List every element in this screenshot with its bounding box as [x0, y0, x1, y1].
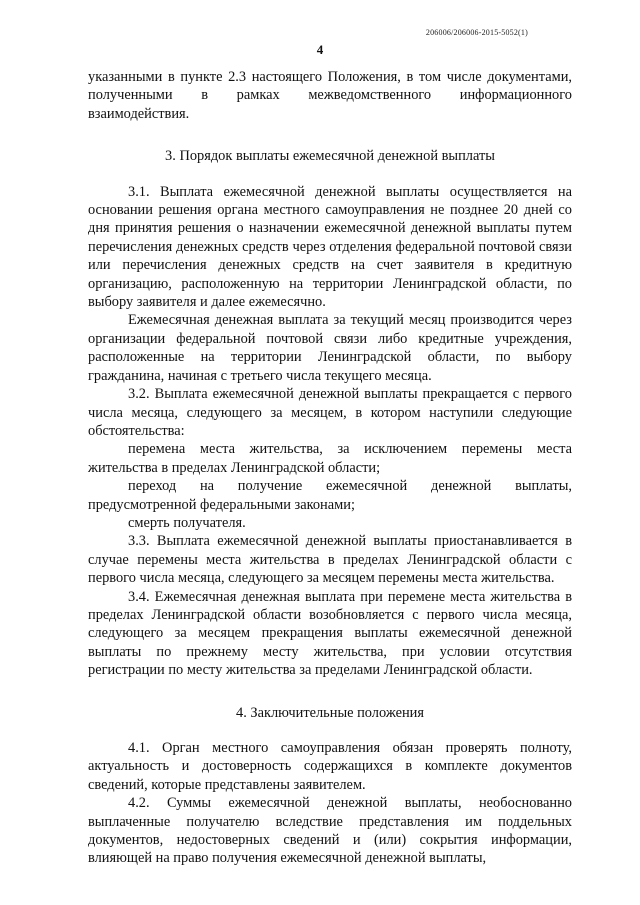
paragraph-3-1: 3.1. Выплата ежемесячной денежной выплаты осуществляется на основании решения органа местного самоуправления не позднее 20 дней со дня принятия решения о назначении ежемесячной денежной выплаты путем перечисления денежных средств через отделения федеральной почтовой связи или перечисления денежных средств на счет заявителя в кредитную организацию, расположенную на территории Ленинградской области, по выбору заявителя и далее ежемесячно.	[88, 183, 572, 311]
list-item-death: смерть получателя.	[128, 514, 246, 531]
page-number: 4	[316, 42, 324, 57]
section-3-title: 3. Порядок выплаты ежемесячной денежной выплаты	[165, 148, 495, 165]
paragraph-4-1: 4.1. Орган местного самоуправления обязан проверять полноту, актуальность и достоверность содержащихся в комплекте документов сведений, которые представлены заявителем.	[88, 740, 572, 793]
paragraph-4-2: 4.2. Суммы ежемесячной денежной выплаты, необоснованно выплаченные получателю вследствие представления им поддельных документов, недостоверных сведений и (или) сокрытия информации, влияющей на право получения ежемесячной денежной выплаты,	[88, 795, 572, 867]
paragraph-3-3: 3.3. Выплата ежемесячной денежной выплаты приостанавливается в случае перемены места жительства в пределах Ленинградской области с первого числа месяца, следующего за месяцем перемены места жительства.	[88, 533, 572, 587]
intro-paragraph: указанными в пункте 2.3 настоящего Положения, в том числе документами, полученными в рамках межведомственного информационного взаимодействия.	[88, 69, 572, 122]
list-item-federal-payment: переход на получение ежемесячной денежной выплаты, предусмотренной федеральными законами;	[88, 478, 572, 513]
paragraph-3-1-cont: Ежемесячная денежная выплата за текущий месяц производится через организации федеральной почтовой связи либо кредитные учреждения, расположенные на территории Ленинградской области, по выбору гражданина, начиная с третьего числа текущего месяца.	[88, 312, 572, 384]
paragraph-3-2: 3.2. Выплата ежемесячной денежной выплаты прекращается с первого числа месяца, следующего за месяцем, в котором наступили следующие обстоятельства:	[88, 386, 572, 439]
document-code: 206006/206006-2015-5052(1)	[425, 28, 528, 37]
paragraph-3-4: 3.4. Ежемесячная денежная выплата при перемене места жительства в пределах Ленинградской области возобновляется с первого числа месяца, следующего за месяцем прекращения выплаты ежемесячной денежной выплаты по прежнему месту жительства, при условии отсутствия регистрации по месту жительства за пределами Ленинградской области.	[88, 588, 572, 679]
document-body	[88, 68, 572, 868]
section-4-title: 4. Заключительные положения	[236, 704, 424, 721]
list-item-relocation: перемена места жительства, за исключением перемены места жительства в пределах Ленинградской области;	[88, 441, 572, 476]
